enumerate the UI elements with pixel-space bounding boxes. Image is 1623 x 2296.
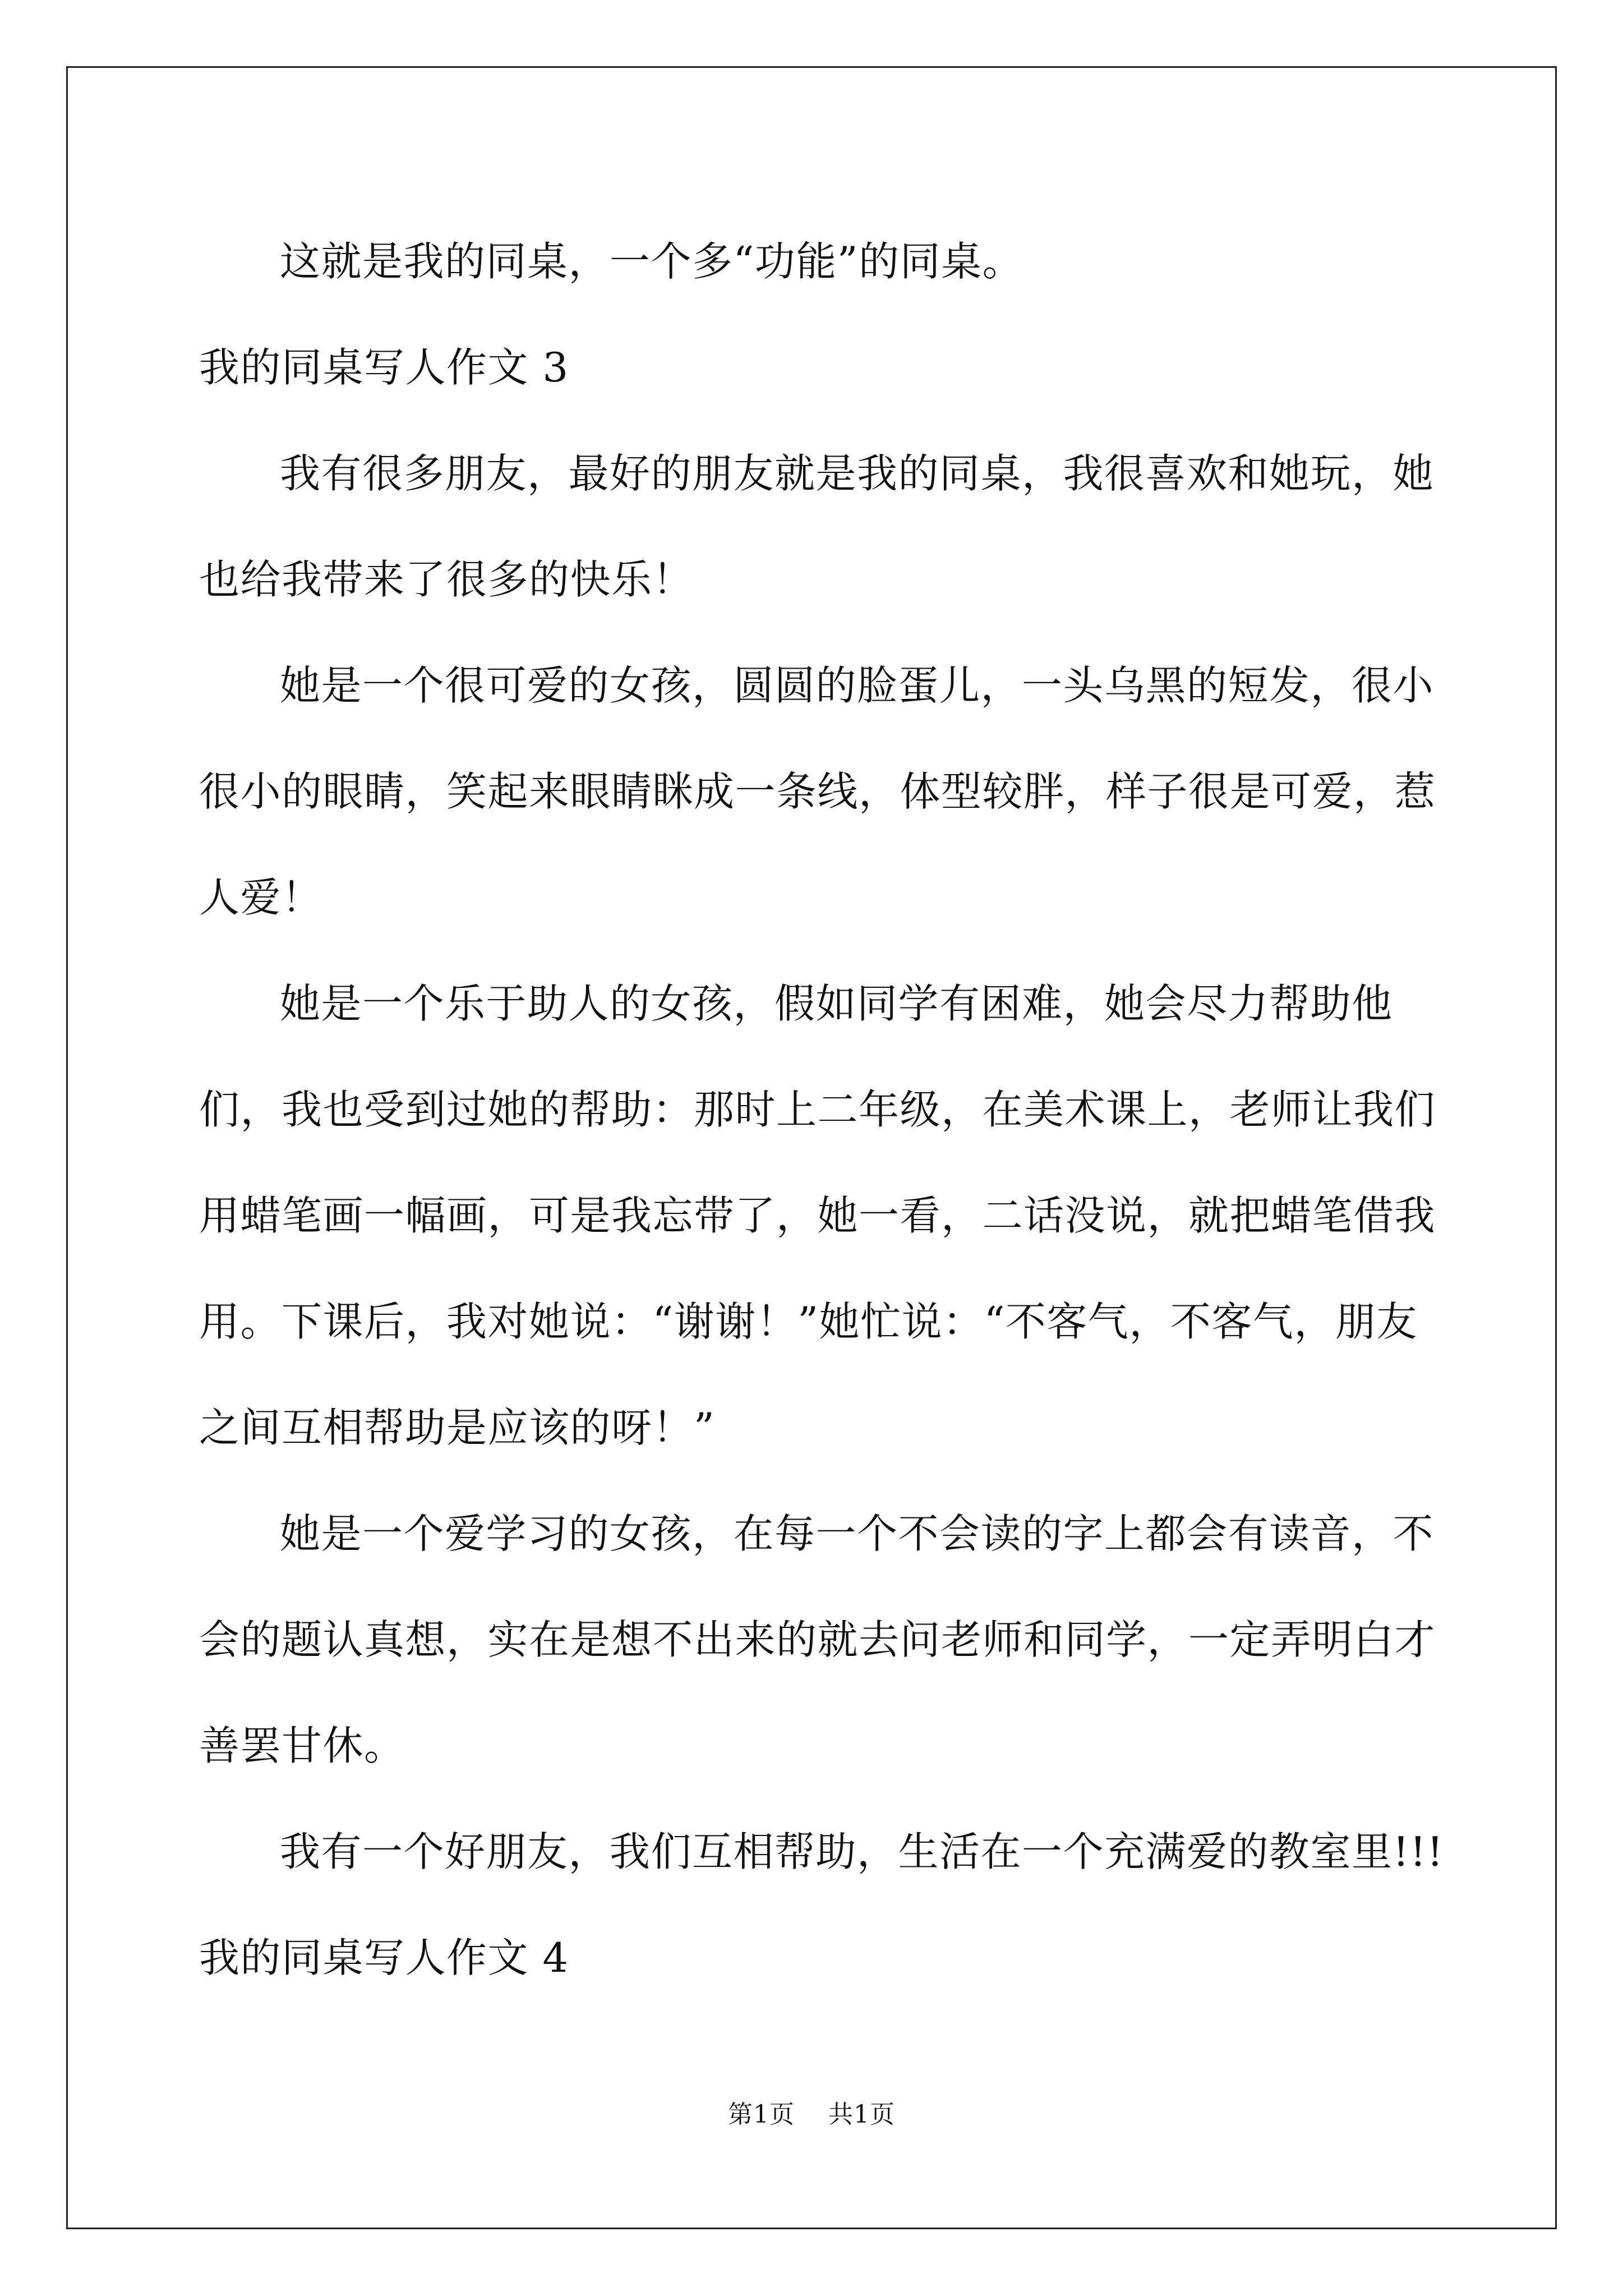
- section-heading: 我的同桌写人作文 4: [199, 1934, 569, 1981]
- paragraph: 我有很多朋友，最好的朋友就是我的同桌，我很喜欢和她玩，她也给我带来了很多的快乐！: [199, 450, 1435, 603]
- page-total: 共1页: [828, 2100, 895, 2129]
- paragraph: 她是一个很可爱的女孩，圆圆的脸蛋儿，一头乌黑的短发，很小很小的眼睛，笑起来眼睛眯成一条线，体型较胖，样子很是可爱，惹人爱！: [199, 662, 1436, 921]
- document-body: [199, 209, 1450, 2011]
- paragraph: 这就是我的同桌，一个多“功能”的同桌。: [280, 238, 1024, 285]
- paragraph: 她是一个乐于助人的女孩，假如同学有困难，她会尽力帮助他们，我也受到过她的帮助：那时上二年级，在美术课上，老师让我们用蜡笔画一幅画，可是我忘带了，她一看，二话没说，就把蜡笔借我用。下课后，我对她说：“谢谢！”她忙说：“不客气，不客气，朋友之间互相帮助是应该的呀！”: [199, 980, 1436, 1451]
- page-footer: [0, 2094, 1623, 2130]
- paragraph: 她是一个爱学习的女孩，在每一个不会读的字上都会有读音，不会的题认真想，实在是想不出来的就去问老师和同学，一定弄明白才善罢甘休。: [199, 1510, 1436, 1769]
- page-number: 第1页: [728, 2100, 795, 2129]
- section-heading: 我的同桌写人作文 3: [199, 344, 569, 391]
- paragraph: 我有一个好朋友，我们互相帮助，生活在一个充满爱的教室里!!!: [280, 1828, 1444, 1875]
